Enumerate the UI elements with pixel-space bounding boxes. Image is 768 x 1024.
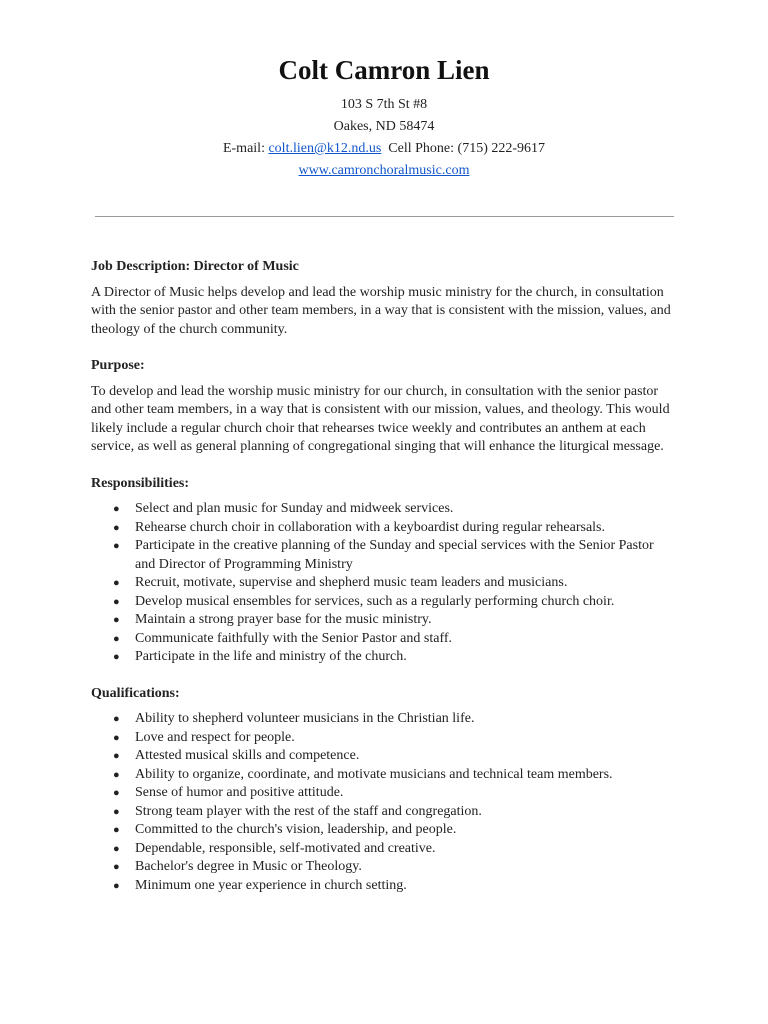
bullet-icon: ● [113,632,120,645]
responsibilities-heading: Responsibilities: [91,475,190,491]
website-link[interactable]: www.camronchoralmusic.com [298,163,470,178]
list-item: ● Sense of humor and positive attitude. [91,784,676,803]
bullet-icon: ● [113,842,120,855]
applicant-name: Colt Camron Lien [278,55,490,85]
list-item: ● Love and respect for people. [91,729,676,748]
bullet-icon: ● [113,651,120,663]
bullet-icon: ● [113,787,120,799]
contact-header [0,52,768,182]
list-item: ● Bachelor's degree in Music or Theology. [91,858,676,877]
list-item: ● Committed to the church's vision, leadership, and people. [91,821,676,840]
job-description: A Director of Music helps develop and lead the worship music ministry for the church, in consultation with the senior pastor and other team members, in a way that is consistent with the mission, values, and theology of the church community. [91,284,671,337]
bullet-icon: ● [113,750,120,762]
list-item: ● Maintain a strong prayer base for the music ministry. [91,611,676,630]
list-item: ● Attested musical skills and competence. [91,747,676,766]
list-item: ● Participate in the life and ministry of the church. [91,648,676,667]
bullet-icon: ● [113,614,120,626]
job-title: Job Description: Director of Music [91,259,299,274]
list-item: ● Minimum one year experience in church setting. [91,877,676,896]
list-item: ● Develop musical ensembles for services, such as a regularly performing church choir. [91,593,676,612]
qualifications-list [91,710,676,895]
contact-line [0,138,768,160]
website-line [0,160,768,182]
list-item: ● Dependable, responsible, self-motivated and creative. [91,840,676,859]
bullet-icon: ● [113,503,120,515]
bullet-icon: ● [113,824,120,836]
address-line-1: 103 S 7th St #8 [340,97,428,112]
bullet-icon: ● [113,768,120,781]
bullet-icon: ● [113,861,120,873]
list-item: ● Strong team player with the rest of the staff and congregation. [91,803,676,822]
bullet-icon: ● [113,577,120,589]
email-label: E-mail: [222,141,265,156]
email-link[interactable]: colt.lien@k12.nd.us [268,141,382,156]
address-line-2: Oakes, ND 58474 [333,119,435,134]
bullet-icon: ● [113,595,120,608]
bullet-icon: ● [113,713,120,725]
responsibilities-list [91,500,676,667]
list-item: ● Recruit, motivate, supervise and shepherd music team leaders and musicians. [91,574,676,593]
bullet-icon: ● [113,540,120,552]
list-item: ● Participate in the creative planning of the Sunday and special services with the Senior Pastor and Director of Programming Ministry [113,538,654,572]
phone-label: Cell Phone: [388,141,455,156]
purpose-text: To develop and lead the worship music ministry for our church, in consultation with the senior pastor and other team members, in a way that is consistent with our mission, values, and theology. This would likely include a regular church choir that rehearses twice weekly and contributes an anthem at each service, as well as general planning of congregational singing that will enhance the liturgical message. [91,383,670,454]
horizontal-divider [95,216,674,217]
qualifications-heading: Qualifications: [91,685,180,701]
bullet-icon: ● [113,521,120,534]
list-item: ● Rehearse church choir in collaboration with a keyboardist during regular rehearsals. [91,519,676,538]
bullet-icon: ● [113,731,120,744]
document-body [91,258,676,895]
bullet-icon: ● [113,879,120,892]
list-item: ● Select and plan music for Sunday and midweek services. [91,500,676,519]
list-item: ● Communicate faithfully with the Senior Pastor and staff. [91,630,676,649]
phone-number: (715) 222-9617 [457,141,546,156]
list-item: ● Ability to organize, coordinate, and motivate musicians and technical team members. [91,766,676,785]
list-item: ● Ability to shepherd volunteer musicians in the Christian life. [91,710,676,729]
purpose-heading: Purpose: [91,358,145,373]
bullet-icon: ● [113,805,120,818]
